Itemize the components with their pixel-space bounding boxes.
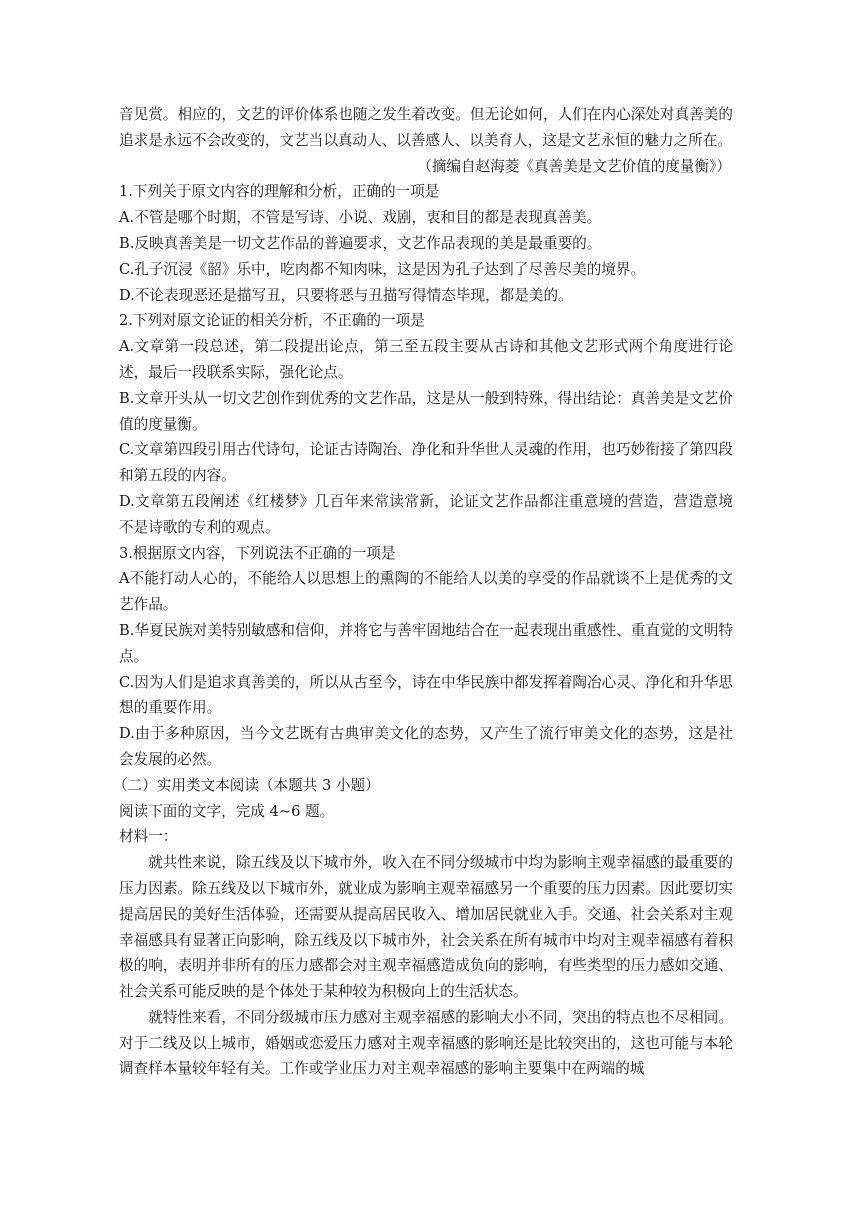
option-d: D.文章第五段阐述《红楼梦》几百年来常读常新，论证文艺作品都注重意境的营造，营造意境不是诗歌的专利的观点。 [119,492,733,536]
material-paragraph-2: 就特性来看，不同分级城市压力感对主观幸福感的影响大小不同，突出的特点也不尽相同。对于二线及以上城市，婚姻或恋爱压力感对主观幸福感的影响还是比较突出的，这也可能与本轮调查样本量较年轻有关。工作或学业压力对主观幸福感的影响主要集中在两端的城 [119,1008,733,1078]
question-stem: 3.根据原文内容，下列说法不正确的一项是 [119,544,396,562]
option-c: C.因为人们是追求真善美的，所以从古至今，诗在中华民族中都发挥着陶冶心灵、净化和升华思想的重要作用。 [119,673,733,717]
option-d: D.不论表现恶还是描写丑，只要将恶与丑描写得情态毕现，都是美的。 [119,286,573,304]
material-paragraph-1: 就共性来说，除五线及以下城市外，收入在不同分级城市中均为影响主观幸福感的最重要的压力因素。除五线及以下城市外，就业成为影响主观幸福感另一个重要的压力因素。因此要切实提高居民的美好生活体验，还需要从提高居民收入、增加居民就业入手。交通、社会关系对主观幸福感具有显著正向影响，除五线及以下城市外，社会关系在所有城市中均对主观幸福感有着积极的响，表明并非所有的压力感都会对主观幸福感造成负向的影响，有些类型的压力感如交通、社会关系可能反映的是个体处于某种较为积极向上的生活状态。 [119,854,733,1001]
option-b: B.反映真善美是一切文艺作品的普遍要求，文艺作品表现的美是最重要的。 [119,234,602,252]
option-d: D.由于多种原因，当今文艺既有古典审美文化的态势，又产生了流行审美文化的态势，这是社会发展的必然。 [119,725,733,768]
question-stem: 2.下列对原文论证的相关分析，不正确的一项是 [119,312,425,330]
question-1 [119,179,733,308]
option-c: C.孔子沉浸《韶》乐中，吃肉都不知肉味，这是因为孔子达到了尽善尽美的境界。 [119,260,646,278]
material-label: 材料一： [119,828,178,846]
question-2 [119,308,733,540]
option-a: A不能打动人心的，不能给人以思想上的熏陶的不能给人以美的享受的作品就谈不上是优秀的文艺作品。 [119,570,733,614]
option-a: A.不管是哪个时期，不管是写诗、小说、戏剧，衷和目的都是表现真善美。 [119,209,602,227]
question-3 [119,541,733,773]
passage-end: 音见赏。相应的，文艺的评价体系也随之发生着改变。但无论如何，人们在内心深处对真善美的追求是永远不会改变的，文艺当以真动人、以善感人、以美育人，这是文艺永恒的魅力之所在。 [119,106,733,149]
option-a: A.文章第一段总述，第二段提出论点，第三至五段主要从古诗和其他文艺形式两个角度进行论述，最后一段联系实际，强化论点。 [119,338,733,381]
document-body [113,102,733,1082]
option-b: B.文章开头从一切文艺创作到优秀的文艺作品，这是从一般到特殊，得出结论：真善美是文艺价值的度量衡。 [119,389,733,433]
section-title: （二）实用类文本阅读（本题共 3 小题） [113,776,380,794]
option-c: C.文章第四段引用古代诗句，论证古诗陶冶、净化和升华世人灵魂的作用，也巧妙衔接了第四段和第五段的内容。 [119,441,733,485]
option-b: B.华夏民族对美特别敏感和信仰，并将它与善牢固地结合在一起表现出重感性、重直觉的文明特点。 [119,621,733,665]
source-citation: （摘编自赵海菱《真善美是文艺价值的度量衡》） [417,157,731,175]
instruction: 阅读下面的文字，完成 4~6 题。 [119,802,335,820]
question-stem: 1.下列关于原文内容的理解和分析，正确的一项是 [119,183,440,201]
